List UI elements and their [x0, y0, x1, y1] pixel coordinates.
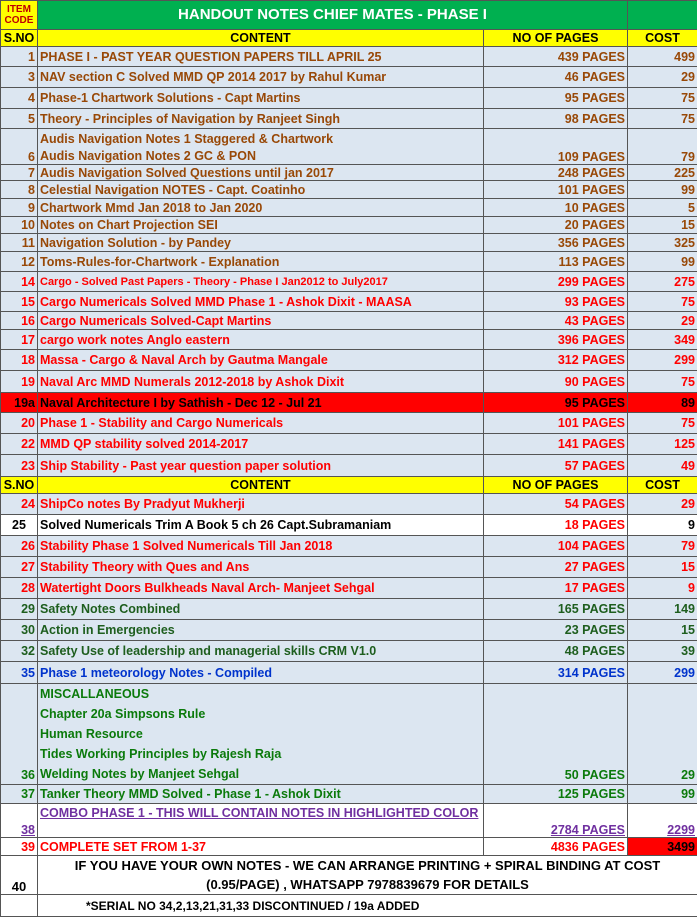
row-content: COMPLETE SET FROM 1-37: [38, 838, 484, 856]
row-pages: 396 PAGES: [484, 330, 628, 350]
table-row: [1, 47, 697, 67]
row-content: Theory - Principles of Navigation by Ranjeet Singh: [38, 109, 484, 129]
row-content: Cargo Numericals Solved MMD Phase 1 - Ashok Dixit - MAASA: [38, 292, 484, 312]
row-cost: 149: [628, 599, 697, 620]
row-pages: 17 PAGES: [484, 578, 628, 599]
row-cost: 9: [628, 578, 697, 599]
table-row: [1, 88, 697, 109]
row-content: Tanker Theory MMD Solved - Phase 1 - Ashok Dixit: [38, 785, 484, 804]
row-content: ShipCo notes By Pradyut Mukherji: [38, 494, 484, 515]
table-row: [1, 599, 697, 620]
row-cost: 125: [628, 434, 697, 455]
row-content: [38, 129, 484, 165]
table-row: [1, 109, 697, 129]
table-row: [1, 252, 697, 272]
row-pages: 312 PAGES: [484, 350, 628, 371]
column-header-row: [1, 477, 697, 494]
row-pages: 104 PAGES: [484, 536, 628, 557]
row-sno: 6: [1, 129, 38, 165]
row-cost: 3499: [628, 838, 697, 856]
row-sno: 23: [1, 455, 38, 477]
row-pages: 54 PAGES: [484, 494, 628, 515]
row-sno: 35: [1, 662, 38, 684]
printing-offer: [38, 856, 697, 895]
row-pages: 90 PAGES: [484, 371, 628, 393]
row-content: Toms-Rules-for-Chartwork - Explanation: [38, 252, 484, 272]
row-sno: 28: [1, 578, 38, 599]
row-cost: 75: [628, 109, 697, 129]
row-cost: 29: [628, 684, 697, 785]
item-code-label: ITEM CODE: [1, 1, 38, 30]
row-cost: 39: [628, 641, 697, 662]
row-cost: 15: [628, 217, 697, 234]
footnote-spacer: [1, 895, 38, 917]
row-cost: 29: [628, 494, 697, 515]
col-pages-header: NO OF PAGES: [484, 477, 628, 494]
col-sno-header: S.NO: [1, 30, 38, 47]
row-content: Solved Numericals Trim A Book 5 ch 26 Capt.Subramaniam: [38, 515, 484, 536]
row-sno: 25: [1, 515, 38, 536]
row-content: COMBO PHASE 1 - THIS WILL CONTAIN NOTES IN HIGHLIGHTED COLOR: [38, 804, 484, 838]
row-cost: 75: [628, 292, 697, 312]
row-cost: 99: [628, 785, 697, 804]
table-row: [1, 515, 697, 536]
row-cost: 49: [628, 455, 697, 477]
row-cost: 79: [628, 536, 697, 557]
row-cost: 299: [628, 662, 697, 684]
row-sno: 10: [1, 217, 38, 234]
table-row: [1, 578, 697, 599]
row-pages: 18 PAGES: [484, 515, 628, 536]
row-pages: 48 PAGES: [484, 641, 628, 662]
row-cost: 79: [628, 129, 697, 165]
row-content: Stability Theory with Ques and Ans: [38, 557, 484, 578]
row-sno: 19: [1, 371, 38, 393]
row-pages: 98 PAGES: [484, 109, 628, 129]
row-pages: 23 PAGES: [484, 620, 628, 641]
row-pages: 2784 PAGES: [484, 804, 628, 838]
row-sno: 29: [1, 599, 38, 620]
row-sno: 37: [1, 785, 38, 804]
row-pages: 141 PAGES: [484, 434, 628, 455]
footnote: *SERIAL NO 34,2,13,21,31,33 DISCONTINUED / 19a ADDED: [38, 895, 697, 917]
row-pages: 95 PAGES: [484, 88, 628, 109]
row-sno: 38: [1, 804, 38, 838]
column-header-row: [1, 30, 697, 47]
row-cost: 75: [628, 371, 697, 393]
combo-row: [1, 804, 697, 838]
misc-line: Chapter 20a Simpsons Rule: [40, 707, 206, 721]
row-pages: 57 PAGES: [484, 455, 628, 477]
row-pages: 27 PAGES: [484, 557, 628, 578]
table-row: [1, 557, 697, 578]
row-sno: 7: [1, 165, 38, 181]
table-row: [1, 434, 697, 455]
row-sno: 16: [1, 312, 38, 330]
table-row: [1, 181, 697, 199]
misc-line: Tides Working Principles by Rajesh Raja: [40, 747, 282, 761]
row-sno: 3: [1, 67, 38, 88]
row-sno: 40: [1, 856, 38, 895]
row-pages: 165 PAGES: [484, 599, 628, 620]
row-cost: 75: [628, 413, 697, 434]
row-pages: 46 PAGES: [484, 67, 628, 88]
row-cost: 5: [628, 199, 697, 217]
row-cost: 99: [628, 252, 697, 272]
row-cost: 275: [628, 272, 697, 292]
table-row: [1, 292, 697, 312]
row-content-line1: Audis Navigation Notes 1 Staggered & Chartwork: [40, 132, 334, 146]
row-pages: 314 PAGES: [484, 662, 628, 684]
row-content: Safety Use of leadership and managerial skills CRM V1.0: [38, 641, 484, 662]
row-cost: 349: [628, 330, 697, 350]
row-content-line2: Audis Navigation Notes 2 GC & PON: [40, 149, 257, 163]
row-cost: 15: [628, 557, 697, 578]
row-content: Watertight Doors Bulkheads Naval Arch- Manjeet Sehgal: [38, 578, 484, 599]
row-content: Notes on Chart Projection SEI: [38, 217, 484, 234]
row-cost: 2299: [628, 804, 697, 838]
title-spacer: [628, 1, 697, 30]
row-content: Safety Notes Combined: [38, 599, 484, 620]
row-pages: 439 PAGES: [484, 47, 628, 67]
footnote-row: [1, 895, 697, 917]
row-cost: 29: [628, 67, 697, 88]
page-title: HANDOUT NOTES CHIEF MATES - PHASE I: [38, 1, 628, 30]
row-content: Audis Navigation Solved Questions until jan 2017: [38, 165, 484, 181]
row-sno: 18: [1, 350, 38, 371]
table-row: [1, 371, 697, 393]
table-row: [1, 536, 697, 557]
row-pages: 248 PAGES: [484, 165, 628, 181]
row-sno: 15: [1, 292, 38, 312]
row-pages: 95 PAGES: [484, 393, 628, 413]
row-sno: 12: [1, 252, 38, 272]
table-row: [1, 67, 697, 88]
row-cost: 89: [628, 393, 697, 413]
table-row: [1, 785, 697, 804]
row-pages: 109 PAGES: [484, 129, 628, 165]
row-content: Action in Emergencies: [38, 620, 484, 641]
table-row: [1, 312, 697, 330]
printing-offer-row: [1, 856, 697, 895]
row-cost: 15: [628, 620, 697, 641]
row-pages: 299 PAGES: [484, 272, 628, 292]
row-sno: 30: [1, 620, 38, 641]
row-sno: 19a: [1, 393, 38, 413]
row-pages: 356 PAGES: [484, 234, 628, 252]
row-sno: 8: [1, 181, 38, 199]
row-pages: 101 PAGES: [484, 181, 628, 199]
col-content-header: CONTENT: [38, 477, 484, 494]
row-content: Stability Phase 1 Solved Numericals Till Jan 2018: [38, 536, 484, 557]
table-row: [1, 129, 697, 165]
table-row: [1, 641, 697, 662]
row-pages: 101 PAGES: [484, 413, 628, 434]
row-content: Naval Arc MMD Numerals 2012-2018 by Ashok Dixit: [38, 371, 484, 393]
row-pages: 4836 PAGES: [484, 838, 628, 856]
col-cost-header: COST: [628, 477, 697, 494]
row-sno: 24: [1, 494, 38, 515]
printing-offer-line1: IF YOU HAVE YOUR OWN NOTES - WE CAN ARRANGE PRINTING + SPIRAL BINDING AT COST: [74, 858, 661, 873]
row-sno: 39: [1, 838, 38, 856]
row-sno: 4: [1, 88, 38, 109]
row-pages: 43 PAGES: [484, 312, 628, 330]
table-row: [1, 165, 697, 181]
table-row: [1, 662, 697, 684]
row-cost: 299: [628, 350, 697, 371]
row-content: Welding Notes by Manjeet Sehgal: [40, 767, 240, 781]
row-content: Navigation Solution - by Pandey: [38, 234, 484, 252]
col-pages-header: NO OF PAGES: [484, 30, 628, 47]
row-sno: 27: [1, 557, 38, 578]
row-pages: 125 PAGES: [484, 785, 628, 804]
row-pages: 93 PAGES: [484, 292, 628, 312]
printing-offer-line2: (0.95/PAGE) , WHATSAPP 7978839679 FOR DETAILS: [206, 877, 529, 892]
row-content: Phase-1 Chartwork Solutions - Capt Martins: [38, 88, 484, 109]
complete-set-row: [1, 838, 697, 856]
row-sno: 9: [1, 199, 38, 217]
row-sno: 20: [1, 413, 38, 434]
table-row: [1, 234, 697, 252]
table-row: [1, 272, 697, 292]
row-content: PHASE I - PAST YEAR QUESTION PAPERS TILL APRIL 25: [38, 47, 484, 67]
title-row: [1, 1, 697, 30]
col-content-header: CONTENT: [38, 30, 484, 47]
row-sno: 14: [1, 272, 38, 292]
row-content: NAV section C Solved MMD QP 2014 2017 by Rahul Kumar: [38, 67, 484, 88]
row-content: Ship Stability - Past year question paper solution: [38, 455, 484, 477]
row-cost: 29: [628, 312, 697, 330]
table-row: [1, 620, 697, 641]
row-cost: 225: [628, 165, 697, 181]
misc-line: Human Resource: [40, 727, 143, 741]
col-sno-header: S.NO: [1, 477, 38, 494]
row-cost: 325: [628, 234, 697, 252]
row-content: Phase 1 meteorology Notes - Compiled: [38, 662, 484, 684]
row-cost: 9: [628, 515, 697, 536]
row-pages: 50 PAGES: [484, 684, 628, 785]
table-row: [1, 413, 697, 434]
row-cost: 75: [628, 88, 697, 109]
row-cost: 99: [628, 181, 697, 199]
row-content: Celestial Navigation NOTES - Capt. Coatinho: [38, 181, 484, 199]
table-row-highlighted: [1, 393, 697, 413]
row-content: Cargo Numericals Solved-Capt Martins: [38, 312, 484, 330]
table-row: [1, 494, 697, 515]
table-row: [1, 217, 697, 234]
table-row: [1, 350, 697, 371]
misc-content: [38, 684, 484, 785]
row-sno: 5: [1, 109, 38, 129]
row-sno: 1: [1, 47, 38, 67]
misc-heading: MISCALLANEOUS: [40, 687, 150, 701]
row-sno: 36: [1, 684, 38, 785]
row-cost: 499: [628, 47, 697, 67]
row-sno: 26: [1, 536, 38, 557]
row-sno: 17: [1, 330, 38, 350]
row-content: MMD QP stability solved 2014-2017: [38, 434, 484, 455]
row-content: Cargo - Solved Past Papers - Theory - Phase I Jan2012 to July2017: [38, 272, 484, 292]
table-row: [1, 199, 697, 217]
col-cost-header: COST: [628, 30, 697, 47]
row-pages: 113 PAGES: [484, 252, 628, 272]
row-content: cargo work notes Anglo eastern: [38, 330, 484, 350]
row-sno: 22: [1, 434, 38, 455]
row-content: Naval Architecture I by Sathish - Dec 12 - Jul 21: [38, 393, 484, 413]
table-row: [1, 330, 697, 350]
row-sno: 32: [1, 641, 38, 662]
table-row: [1, 455, 697, 477]
row-content: Phase 1 - Stability and Cargo Numericals: [38, 413, 484, 434]
row-pages: 20 PAGES: [484, 217, 628, 234]
misc-row: [1, 684, 697, 785]
row-content: Chartwork Mmd Jan 2018 to Jan 2020: [38, 199, 484, 217]
row-sno: 11: [1, 234, 38, 252]
row-content: Massa - Cargo & Naval Arch by Gautma Mangale: [38, 350, 484, 371]
row-pages: 10 PAGES: [484, 199, 628, 217]
